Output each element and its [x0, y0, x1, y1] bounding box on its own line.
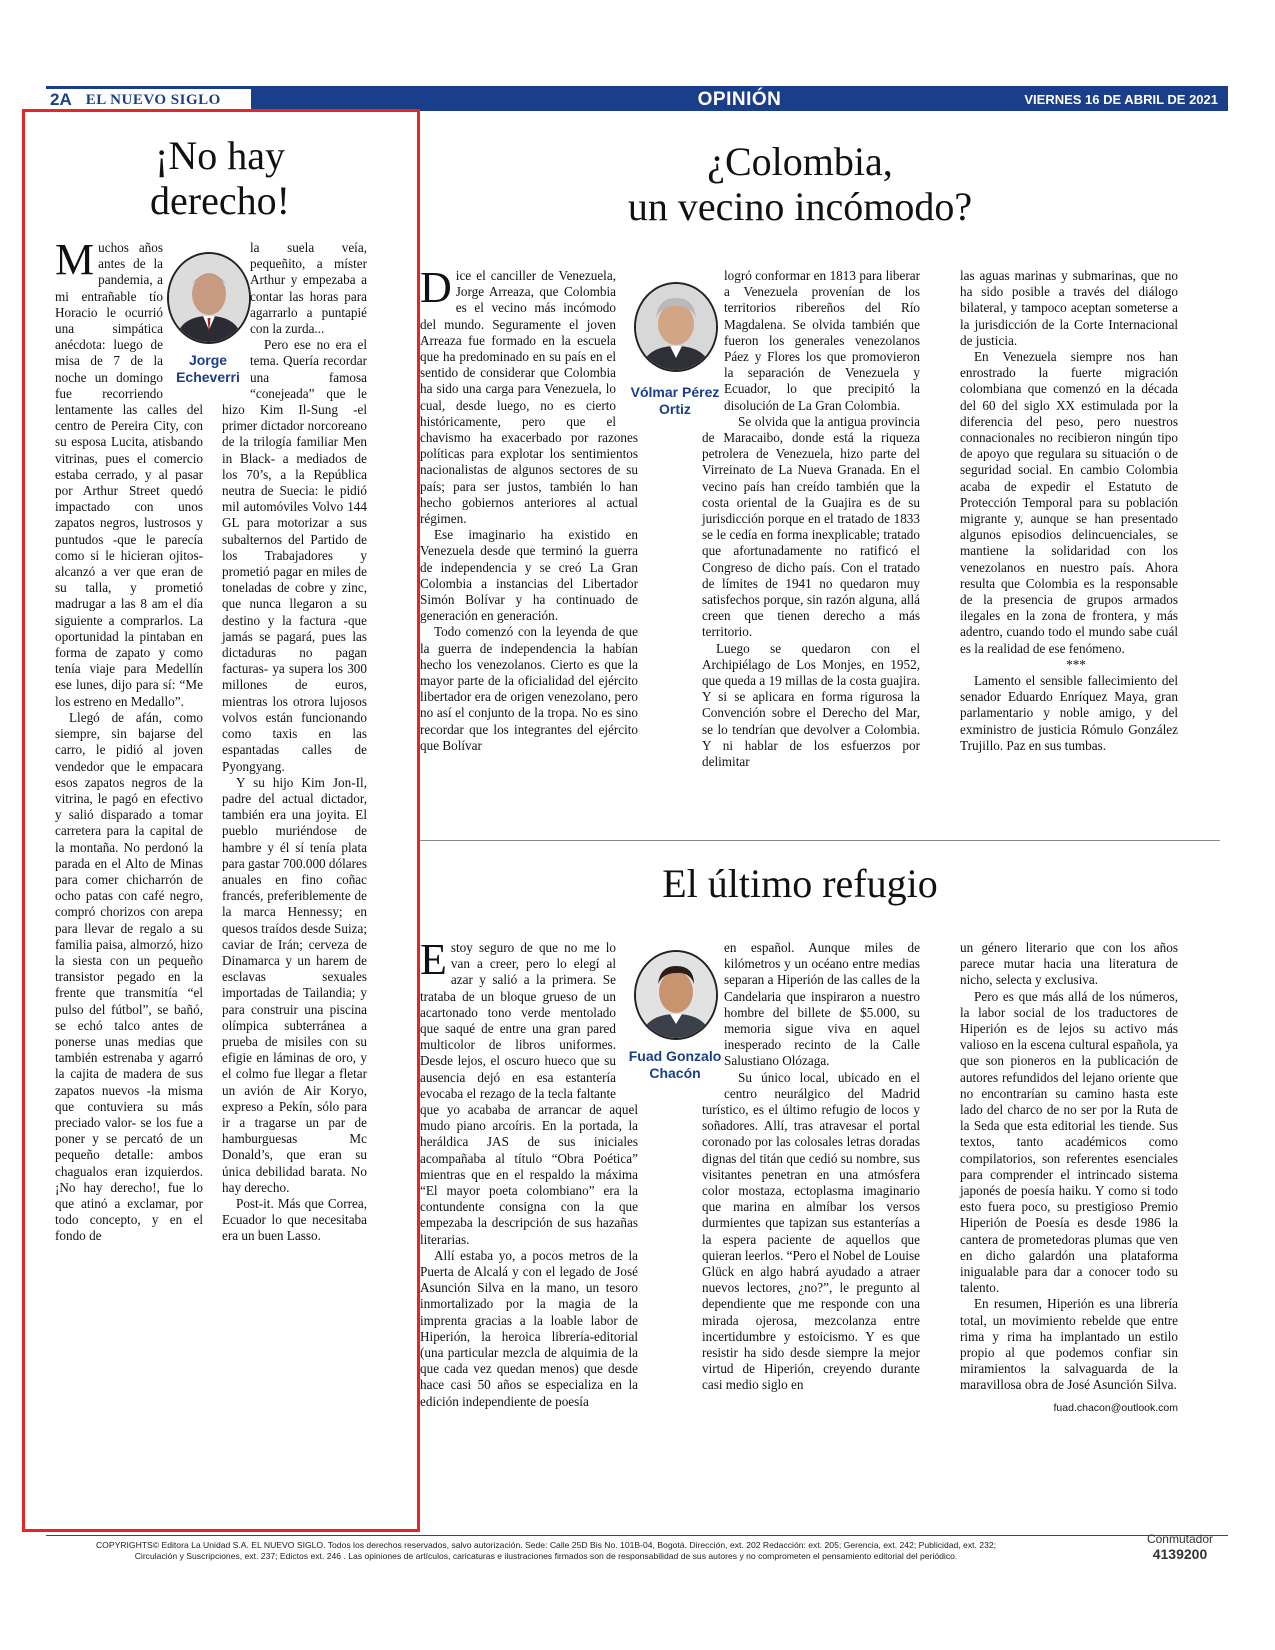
article2-paragraph: ice el canciller de Venezuela, Jorge Arreaza, que Colombia es el vecino más incómodo del mundo. Seguramente el joven Arreaza fue formado en la escuela que ha predominado en su país en el sentido de considerar que Colombia ha sido una carga para Venezuela, lo cual, desde luego, no es cierto históricamente, pero que el chavismo ha exacerbado por razones políticas para explotar los sentimientos nacionalistas de algunos sectores de su país; para ser justos, también lo han hecho gobiernos anteriores al actual régimen.: [420, 268, 638, 527]
author-name-text: Chacón: [649, 1065, 701, 1081]
switchboard-number: 4139200: [1152, 1546, 1208, 1562]
author-name-text: Fuad Gonzalo: [628, 1048, 722, 1064]
article2-title-line: un vecino incómodo?: [627, 183, 973, 229]
footer-copyright: COPYRIGHTS© Editora La Unidad S.A. EL NUEVO SIGLO. Todos los derechos reservados, salvo autorización. Sede: Calle 25D Bis No. 101B-04, Bogotá. Dirección, ext. 202 Redacción: ext. 205; Gerencia, ext. 242; Publicidad, ext. 232;: [95, 1540, 997, 1550]
header-band: [251, 89, 1228, 111]
article3-portrait-spacer: [702, 940, 724, 1096]
article1-column-2: [222, 240, 367, 1245]
article1-paragraph: Pero ese no era el tema. Quería recordar una famosa “conejeada” que le hizo Kim Il-Sung -el primer dictador norcoreano de la trilogía familiar Men in Black- a mediados de los 70’s, a la República neutra de Suecia: le pidió mil automóviles Volvo 144 GL para motorizar a sus subalternos del Partido de los Trabajadores y prometió pagar en miles de toneladas de cobre y zinc, que nunca llegaron a su destino y la factura -que jamás se pagará, pues las dictaduras no pagan facturas- ya supera los 300 millones de euros, mientras los otrora lujosos volvos están funcionando como taxis en las espantadas calles de Pyongyang.: [222, 337, 367, 774]
article2-paragraph: En Venezuela siempre nos han enrostrado la fuerte migración colombiana que comenzó en la década del 60 del siglo XX estimulada por la diferencia del peso, pero nuestros connacionales no recibieron ningún tipo de apoyo que regulara su situación o de seguridad social. En cambio Colombia acaba de expedir el Estatuto de Protección Temporal para su población migrante y, aunque se han presentado algunos episodios delincuenciales, se mantiene la solidaridad con los venezolanos en nuestro país. Ahora resulta que Colombia es la responsable de la presencia de grupos armados ilegales en la zona de frontera, y más adentro, cuando todo el mundo sabe cuál es la realidad de ese fenómeno.: [960, 349, 1178, 656]
article3-paragraph: Pero es que más allá de los números, la labor social de los traductores de Hiperión es de lejos su activo más valioso en la escena cultural española, ya que son pioneros en la publicación de autores refundidos del lejano oriente que no encontrarían su camino hasta este lado del charco de no ser por la Ruta de la Seda que esta editorial les tiende. Sus textos, tanto académicos como compilatorios, son referentes esenciales para comprender el intrincado sistema japonés de poesía haiku. Y como si todo esto fuera poco, su prestigioso Premio Hiperión de Poesía es desde 1986 la cantera de prometedoras plumas que ven en dicho galardón una plataforma inigualable para dar a conocer todo su talento.: [960, 988, 1178, 1296]
article2-paragraph: logró conformar en 1813 para liberar a Venezuela provenían de los territorios ribereños del Río Magdalena. Se olvida también que fueron los generales venezolanos Páez y Flores los que promovieron la separación de Venezuela y Ecuador, lo que precipitó la disolución de La Gran Colombia.: [724, 268, 920, 413]
article1-paragraph: Post-it. Más que Correa, Ecuador lo que necesitaba era un buen Lasso.: [222, 1195, 367, 1244]
article3-column-1: [420, 935, 638, 1410]
article3-paragraph: stoy seguro de que no me lo van a creer, pero lo elegí al azar y salió a la primera. Se trataba de un bloque grueso de un acartonado tono verde mentolado que saqué de entre una gran pared multicolor de libros uniformes. Desde lejos, el oscuro hueco que su ausencia dejó en esa estantería evocaba el rezago de la tecla faltante que yo acababa de arrancar de aquel mudo piano arcoíris. En la portada, la heráldica JAS de sus iniciales acompañaba al título “Obra Poética” mientras que en el respaldo la máxima “El mayor poeta colombiano” era la contundente consigna con la que empezaba la descripción de sus hazañas literarias.: [420, 940, 638, 1247]
article2-paragraph: las aguas marinas y submarinas, que no ha sido posible a través del diálogo bilateral, y tampoco aceptan someterse a la jurisdicción de la Corte Internacional de justicia.: [960, 268, 1178, 348]
article2-column-2: [702, 268, 920, 770]
article3-paragraph: Allí estaba yo, a pocos metros de la Puerta de Alcalá y con el legado de José Asunción Silva en la mano, un tesoro inmortalizado por la magia de la imprenta gracias a la loable labor de Hiperión, la heroica librería-editorial (una particular mezcla de alquimia de la que cada vez quedan menos) que desde hace casi 50 años se especializa en la edición independiente de poesía: [420, 1247, 638, 1409]
article1-paragraph: Llegó de afán, como siempre, sin bajarse del carro, le pidió al joven vendedor que le empacara esos zapatos negros de la vitrina, le pagó en efectivo y salió disparado a tomar carretera para la capital de la montaña. No perdonó la parada en el Alto de Minas para comer chicharrón de ocho patas con café negro, compró chorizos con arepa para llevar de regalo a su familia paisa, almorzó, hizo la siesta con un pequeño transistor pegado en la frente que transmitía “el pulso del fútbol”, se bañó, se echó talco antes de ponerse unas medias que también estrenaba y agarró la cajita de madera de sus zapatos nuevos -la misma que contuviera su más preciado valor- se los fue a poner y se percató de un pequeño detalle: ambos chagualos eran izquierdos. ¡No hay derecho!, fue lo que atinó a exclamar, por todo concepto, y en el fondo de: [55, 709, 203, 1244]
article2-paragraph: Todo comenzó con la leyenda de que la guerra de independencia la habían hecho los venezolanos. Cierto es que la mayor parte de la oficialidad del ejército libertador era de origen venezolano, pero no así el conjunto de la tropa. No es sino recordar que los integrantes del ejército que Bolívar: [420, 624, 638, 753]
article1-title: ¡No hay derecho!: [150, 133, 290, 223]
article2-paragraph: Se olvida que la antigua provincia de Maracaibo, donde está la riqueza petrolera de Venezuela, hizo parte del Virreinato de La Nueva Granada. En el vecino país han creído también que la costa oriental de la Guajira es de su jurisdicción porque en el tratado de 1833 se le cedía en forma inexplicable; tratado que afortunadamente no ratificó el Congreso de dicho país. Con el tratado de límites de 1941 no quedaron muy satisfechos porque, sin razón alguna, allá creen que tienen derecho a más territorio.: [702, 413, 920, 640]
article-divider: [420, 840, 1220, 841]
section-separator: ***: [1066, 656, 1086, 672]
footer-disclaimer: Circulación y Suscripciones, ext. 237; Edictos ext. 246 . Las opiniones de artículos, caricaturas e ilustraciones firmados son de responsabilidad de sus autores y no comprometen el pensamiento editorial del periódico.: [134, 1551, 958, 1561]
page-footer: [46, 1540, 1046, 1562]
article1-paragraph: Y su hijo Kim Jon-Il, padre del actual dictador, también era una joyita. El pueblo muriéndose de hambre y él sí tenía plata para gastar 700.000 dólares anuales en fino coñac francés, preferiblemente de la marca Hennessy; en quesos traídos desde Suiza; caviar de Irán; cerveza de Dinamarca y un harem de esclavas sexuales importadas de Tailandia; y para construir una piscina olímpica subterránea a prueba de misiles con su efigie en láminas de oro, y el colmo fue llegar a fletar un avión de Air Koryo, expreso a Pekín, sólo para ir a tragarse un par de hamburguesas Mc Donald’s, que eran su única debilidad barata. No hay derecho.: [222, 774, 368, 1195]
issue-date: VIERNES 16 DE ABRIL DE 2021: [1024, 92, 1218, 107]
article1-dropcap: M: [55, 235, 95, 284]
article3-dropcap: E: [420, 935, 447, 984]
article3-paragraph: en español. Aunque miles de kilómetros y un océano entre medias separan a Hiperión de las calles de la Candelaria que inspiraron a nuestro hombre del billete de $5.000, su memoria sigue viva en aquel inesperado recinto de la Calle Salustiano Olózaga.: [724, 940, 920, 1069]
article3-title: El último refugio: [662, 861, 938, 906]
author-name-text: Jorge Echeverri: [176, 352, 240, 385]
footer-divider: [46, 1535, 1228, 1536]
article1-column-1: [55, 235, 203, 1245]
page-header: [46, 86, 1228, 111]
article1-paragraph: uchos años antes de la pandemia, a mi entrañable tío Horacio le ocurrió una simpática anécdota: luego de misa de 7 de la noche un domingo fue recorriendo lentamente las calles del centro de Pereira City, con su esposa Lucita, atisbando vitrinas, pues el comercio estaba cerrado, y al pasar por Arthur Street quedó impactado con unos zapatos negros, lustrosos y puntudos -que le parecía como si le hicieran ojitos- alcanzó a ver que eran de su talla, y prometió madrugar a las 8 am el día siguiente a comprarlos. La oportunidad la pintaban en forma de zapato y como tenía viaje para Medellín ese lunes, dijo para sí: “Me los estreno en Medallo”.: [55, 240, 203, 709]
article2-portrait-spacer: [702, 268, 724, 423]
article2-paragraph: Lamento el sensible fallecimiento del senador Eduardo Enríquez Maya, gran parlamentario y noble amigo, y del exministro de justicia Rómulo González Trujillo. Paz en sus tumbas.: [960, 673, 1178, 753]
article2-paragraph: Ese imaginario ha existido en Venezuela desde que terminó la guerra de independencia y se creó La Gran Colombia a instancias del Libertador Simón Bolívar y ha continuado de generación en generación.: [420, 527, 638, 624]
switchboard-label: Conmutador: [1146, 1532, 1214, 1546]
article1-paragraph: la suela veía, pequeñito, a míster Arthur y empezaba a contar las horas para agarrarlo a puntapié con la zurda...: [250, 240, 367, 337]
page-number: 2A: [46, 90, 76, 110]
article3-paragraph: Su único local, ubicado en el centro neurálgico del Madrid turístico, es el último refugio de locos y soñadores. Allí, tras atravesar el portal coronado por las colosales letras doradas dignas del titán que cedió su nombre, sus visitantes penetran en una atmósfera color mostaza, ectoplasma imaginario que marina en almíbar los versos durmientes que tapizan sus estanterías a la espera paciente de aquellos que quieran leerlos. “Pero el Nobel de Louise Glück en algo habrá ayudado a atraer nuevos lectores, ¿no?”, le pregunto al dependiente que me responde con una mirada ojerosa, mezcolanza entre incertidumbre y estoicismo. Y es que resistir ha sido desde siempre la mejor virtud de Hiperión, creyendo durante casi medio siglo en: [702, 1069, 920, 1393]
article2-column-1: [420, 263, 638, 754]
article2-column-3: [960, 268, 1178, 754]
article1-portrait-spacer: [210, 240, 250, 390]
newspaper-logo: EL NUEVO SIGLO: [85, 91, 221, 108]
header-left: [46, 89, 221, 111]
article3-paragraph: un género literario que con los años parece mutar hacia una literatura de nicho, selecta y exclusiva.: [960, 940, 1178, 988]
author-name-text: Vólmar Pérez Ortiz: [630, 384, 720, 417]
article2-title-line: ¿Colombia,: [707, 139, 893, 184]
article2-dropcap: D: [420, 263, 452, 312]
article3-paragraph: En resumen, Hiperión es una librería total, un movimiento rebelde que entre rima y rima ha implantado un estilo propio al que podemos confiar sin miramientos la salvaguarda de la maravillosa obra de José Asunción Silva.: [960, 1296, 1178, 1393]
article2-title: [520, 140, 1080, 230]
author-email: fuad.chacon@outlook.com: [1053, 1401, 1178, 1414]
switchboard: [1110, 1532, 1250, 1562]
article2-paragraph: Luego se quedaron con el Archipiélago de Los Monjes, en 1952, que queda a 19 millas de la costa guajira. Y si se aplicara en forma rigurosa la Convención sobre el Derecho del Mar, se lo tendrían que devolver a Colombia. Y ni hablar de los esfuerzos por delimitar: [702, 640, 920, 770]
article3-column-3: [960, 940, 1178, 1416]
article3-column-2: [702, 940, 920, 1394]
section-title: OPINIÓN: [697, 89, 782, 110]
